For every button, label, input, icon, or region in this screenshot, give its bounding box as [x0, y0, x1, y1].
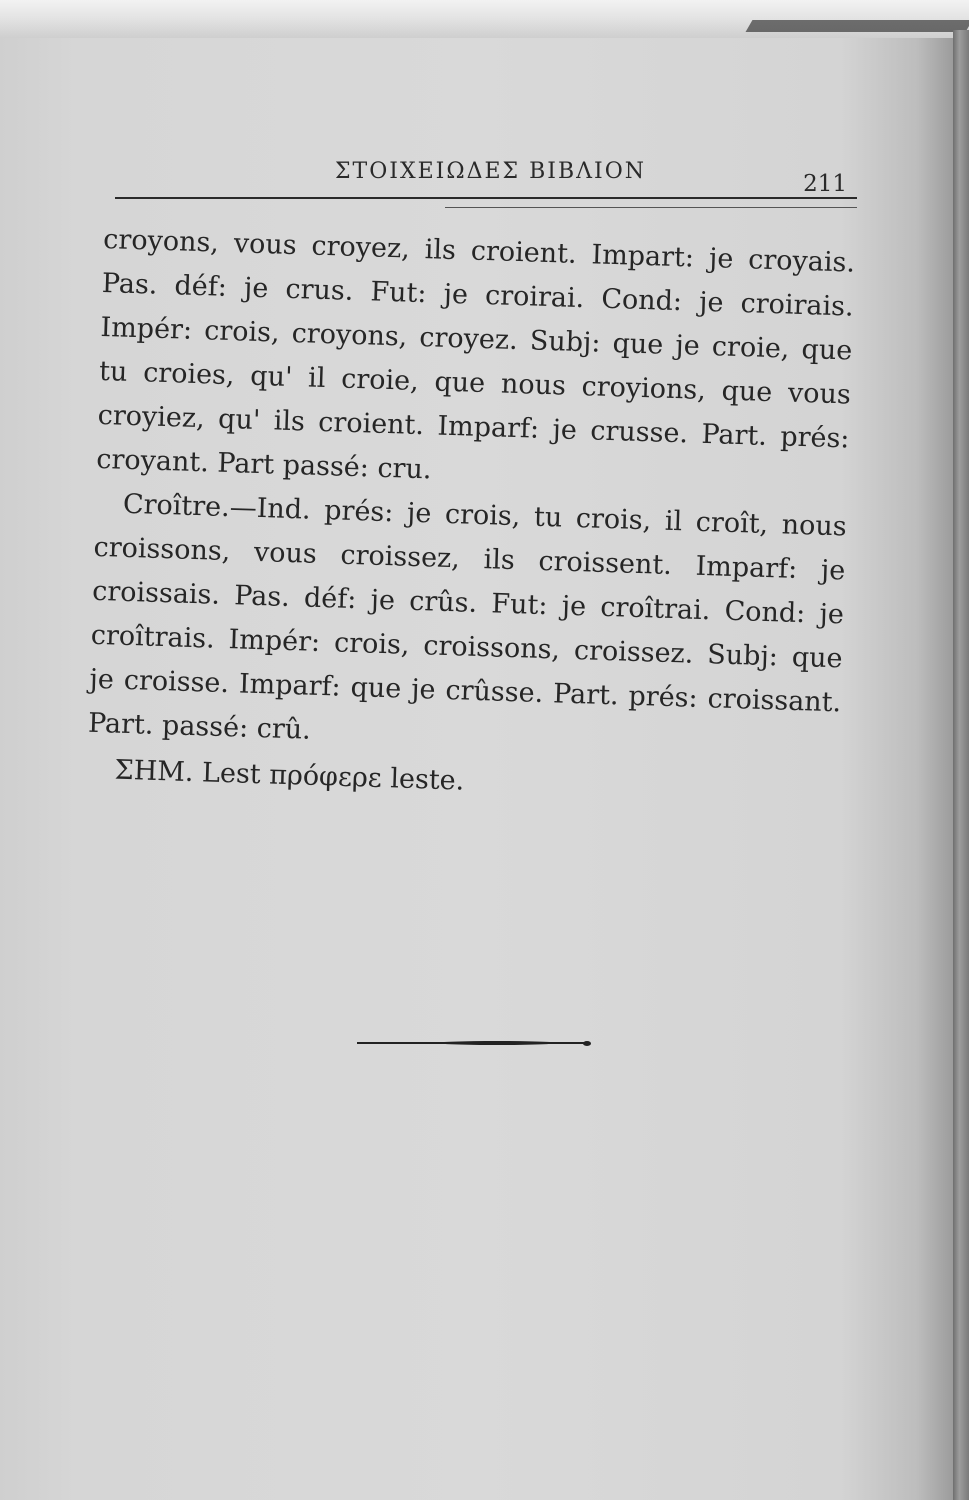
- separator-swell: [437, 1041, 557, 1045]
- header-rule: [115, 197, 857, 199]
- page-top-edge: [0, 0, 969, 38]
- section-separator: [357, 1040, 589, 1048]
- note: ΣΗΜ. Lest πρόφερε leste.: [114, 754, 465, 797]
- binding-shadow: [746, 20, 969, 32]
- body-text: [86, 218, 856, 815]
- paragraph-croire: croyons, vous croyez, ils croient. Impart: je croyais. Pas. déf: je crus. Fut: je croirai. Cond: je croirais. Impér: crois, croyons, croyez. Subj: que je croie, que tu croies, qu' il croie, que nous croyions, que vous croyiez, qu' ils croient. Imparf: je crusse. Part. prés: croyant. Part passé: cru.: [95, 223, 856, 486]
- paragraph-croitre: Croître.—Ind. prés: je crois, tu crois, il croît, nous croissons, vous croissez, ils croissent. Imparf: je croissais. Pas. déf: je crûs. Fut: je croîtrai. Cond: je croîtrais. Impér: crois, croissons, croissez. Subj: que je croisse. Imparf: que je crûsse. Part. prés: croissant. Part. passé: crû.: [87, 488, 848, 746]
- page-header: [115, 157, 857, 201]
- header-rule-thin: [445, 207, 857, 208]
- page-right-edge: [953, 30, 969, 1500]
- page-number: 211: [803, 171, 847, 197]
- separator-tip: [583, 1041, 591, 1046]
- running-head: ΣΤΟΙΧΕΙΩΔΕΣ ΒΙΒΛΙΟΝ: [335, 159, 646, 184]
